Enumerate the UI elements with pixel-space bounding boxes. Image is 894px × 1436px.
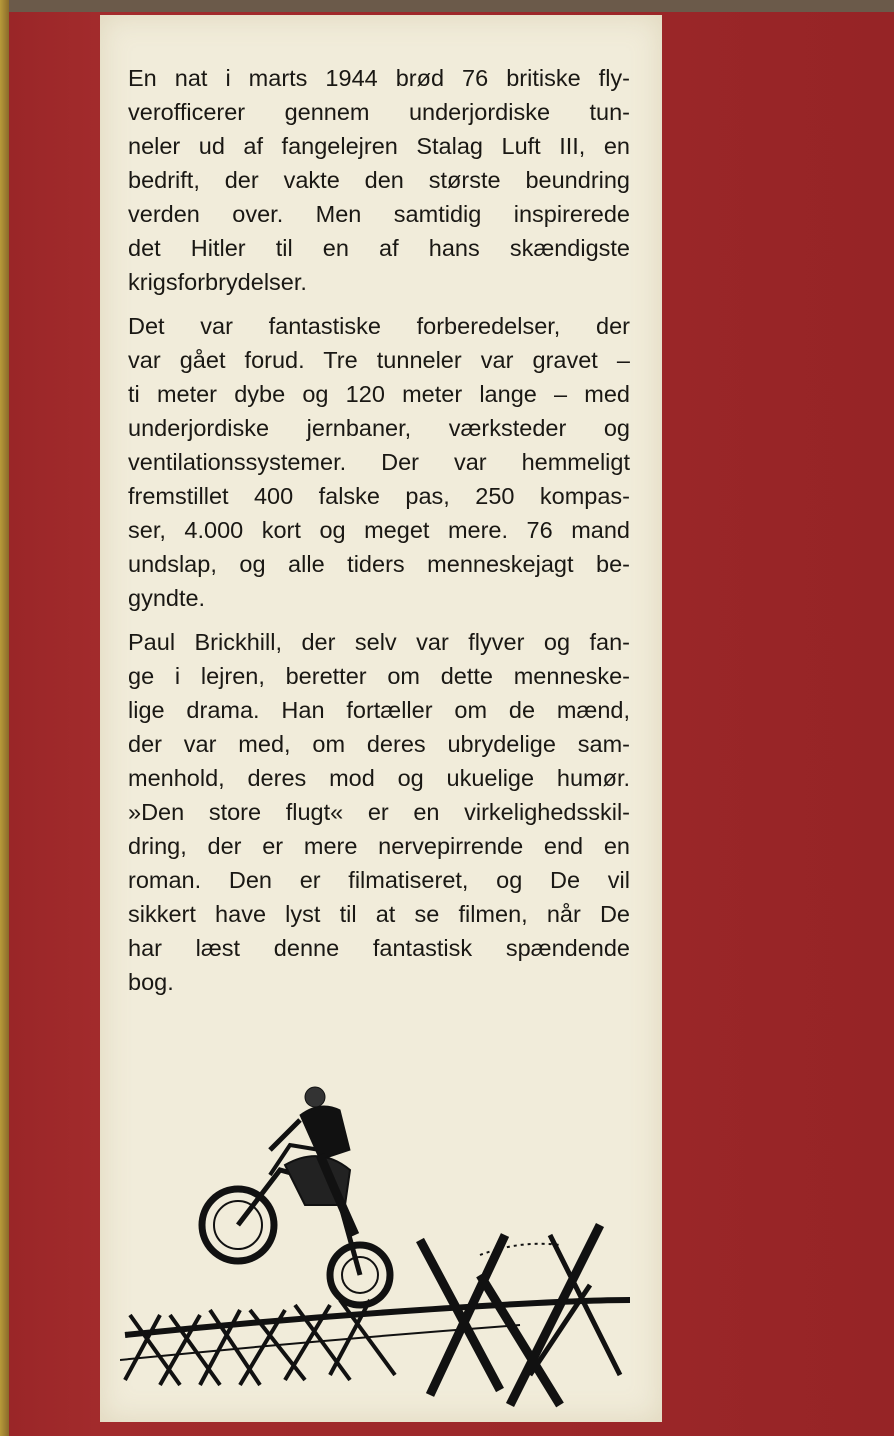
blurb-line: ti meter dybe og 120 meter lange – med: [128, 381, 630, 407]
blurb-line: gyndte.: [128, 585, 206, 611]
blurb-line: ge i lejren, beretter om dette menneske-: [128, 663, 630, 689]
motorcycle-rider-icon: [202, 1087, 390, 1305]
blurb-paragraph: [128, 309, 630, 615]
blurb-line: »Den store flugt« er en virkelighedsskil-: [128, 799, 630, 825]
blurb-text: [128, 61, 630, 1009]
blurb-line: menhold, deres mod og ukuelige humør.: [128, 765, 630, 791]
blurb-line: ser, 4.000 kort og meget mere. 76 mand: [128, 517, 630, 543]
blurb-line: verden over. Men samtidig inspirerede: [128, 201, 630, 227]
blurb-line: der var med, om deres ubrydelige sam-: [128, 731, 630, 757]
motorcycle-fence-illustration: [120, 1075, 640, 1415]
blurb-line: En nat i marts 1944 brød 76 britiske fly-: [128, 65, 630, 91]
blurb-paragraph: [128, 625, 630, 999]
blurb-line: lige drama. Han fortæller om de mænd,: [128, 697, 630, 723]
blurb-line: dring, der er mere nervepirrende end en: [128, 833, 630, 859]
blurb-line: ventilationssystemer. Der var hemmeligt: [128, 449, 630, 475]
blurb-line: neler ud af fangelejren Stalag Luft III, en: [128, 133, 630, 159]
blurb-line: undslap, og alle tiders menneskejagt be-: [128, 551, 630, 577]
blurb-line: roman. Den er filmatiseret, og De vil: [128, 867, 630, 893]
blurb-panel: [100, 15, 662, 1422]
blurb-line: sikkert have lyst til at se filmen, når De: [128, 901, 630, 927]
blurb-line: har læst denne fantastisk spændende: [128, 935, 630, 961]
blurb-line: var gået forud. Tre tunneler var gravet –: [128, 347, 630, 373]
blurb-line: fremstillet 400 falske pas, 250 kompas-: [128, 483, 630, 509]
blurb-line: bedrift, der vakte den største beundring: [128, 167, 630, 193]
blurb-line: det Hitler til en af hans skændigste: [128, 235, 630, 261]
book-top-edge: [0, 0, 894, 12]
book-spine-edge: [0, 0, 9, 1436]
blurb-line: Det var fantastiske forberedelser, der: [128, 313, 630, 339]
blurb-paragraph: [128, 61, 630, 299]
blurb-line: underjordiske jernbaner, værksteder og: [128, 415, 630, 441]
blurb-line: bog.: [128, 969, 174, 995]
blurb-line: krigsforbrydelser.: [128, 269, 307, 295]
blurb-line: verofficerer gennem underjordiske tun-: [128, 99, 630, 125]
blurb-line: Paul Brickhill, der selv var flyver og fan-: [128, 629, 630, 655]
